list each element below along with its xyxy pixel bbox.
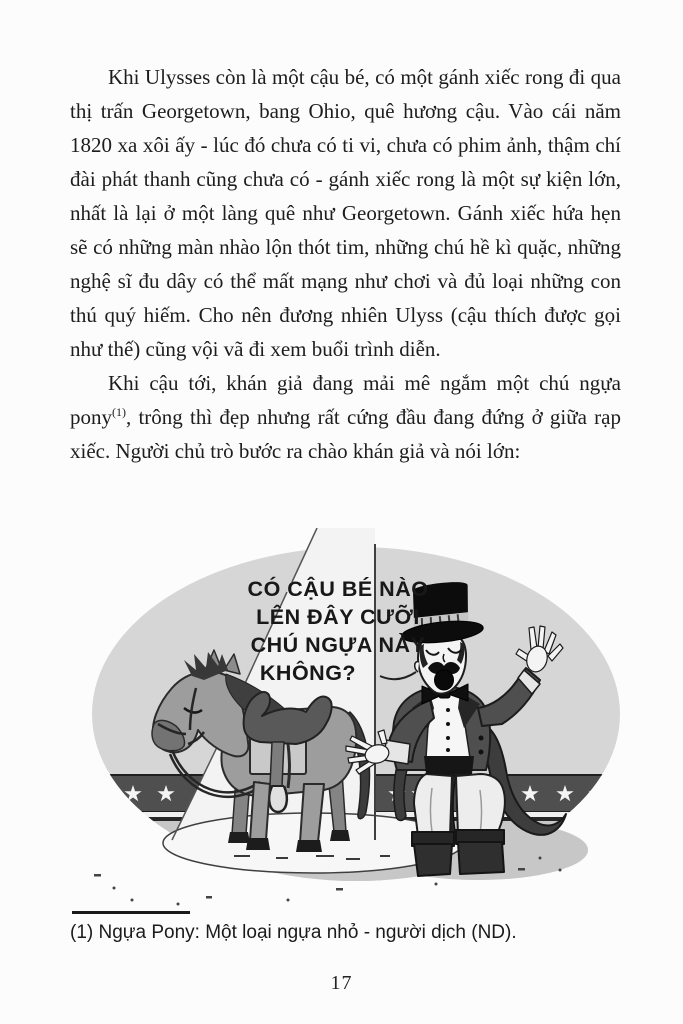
girth-strap — [288, 744, 290, 788]
page-number: 17 — [330, 972, 353, 994]
pants-leg — [414, 774, 452, 836]
circus-illustration — [88, 528, 624, 913]
paragraph: Khi Ulysses còn là một cậu bé, có một gánh xiếc rong đi qua thị trấn Georgetown, bang Ohio, quê hương cậu. Vào cái năm 1820 xa xôi ấy - lúc đó chưa có ti vi, chưa có phim ảnh, thậm chí đài phát thanh cũng chưa có - gánh xiếc rong là một sự kiện lớn, nhất là lại ở một làng quê như Georgetown. Gánh xiếc hứa hẹn sẽ có những màn nhào lộn thót tim, những chú hề kì quặc, những nghệ sĩ đu dây có thể mất mạng như chơi và đủ loại những con thú quý hiếm. Cho nên đương nhiên Ulyss (cậu thích được gọi như thế) cũng vội vã đi xem buổi trình diễn. — [70, 65, 621, 361]
footnote-text: (1) Ngựa Pony: Một loại ngựa nhỏ - người dịch (ND). — [70, 922, 517, 943]
footnote-divider — [72, 911, 190, 914]
open-mouth — [435, 670, 454, 690]
cummerbund — [424, 756, 474, 774]
svg-text:KHÔNG?: KHÔNG? — [259, 661, 357, 685]
svg-text:CHÚ NGỰA NÀY: CHÚ NGỰA NÀY — [250, 633, 426, 657]
svg-text:LÊN ĐÂY CƯỠI: LÊN ĐÂY CƯỠI — [256, 605, 420, 629]
stirrup-strap — [270, 742, 284, 786]
paragraph — [70, 366, 621, 468]
paragraph-text: Khi cậu tới, khán giả đang mải mê ngắm một chú ngựa pony — [70, 371, 621, 429]
stirrup — [269, 786, 287, 812]
svg-text:CÓ CẬU BÉ NÀO: CÓ CẬU BÉ NÀO — [247, 577, 429, 601]
circus-cartoon — [88, 528, 624, 913]
body-text — [70, 60, 621, 468]
paragraph-text: , trông thì đẹp nhưng rất cứng đầu đang đứng ở giữa rạp xiếc. Người chủ trò bước ra chào khán giả và nói lớn: — [70, 405, 621, 463]
footnote-reference: (1) — [112, 405, 126, 419]
